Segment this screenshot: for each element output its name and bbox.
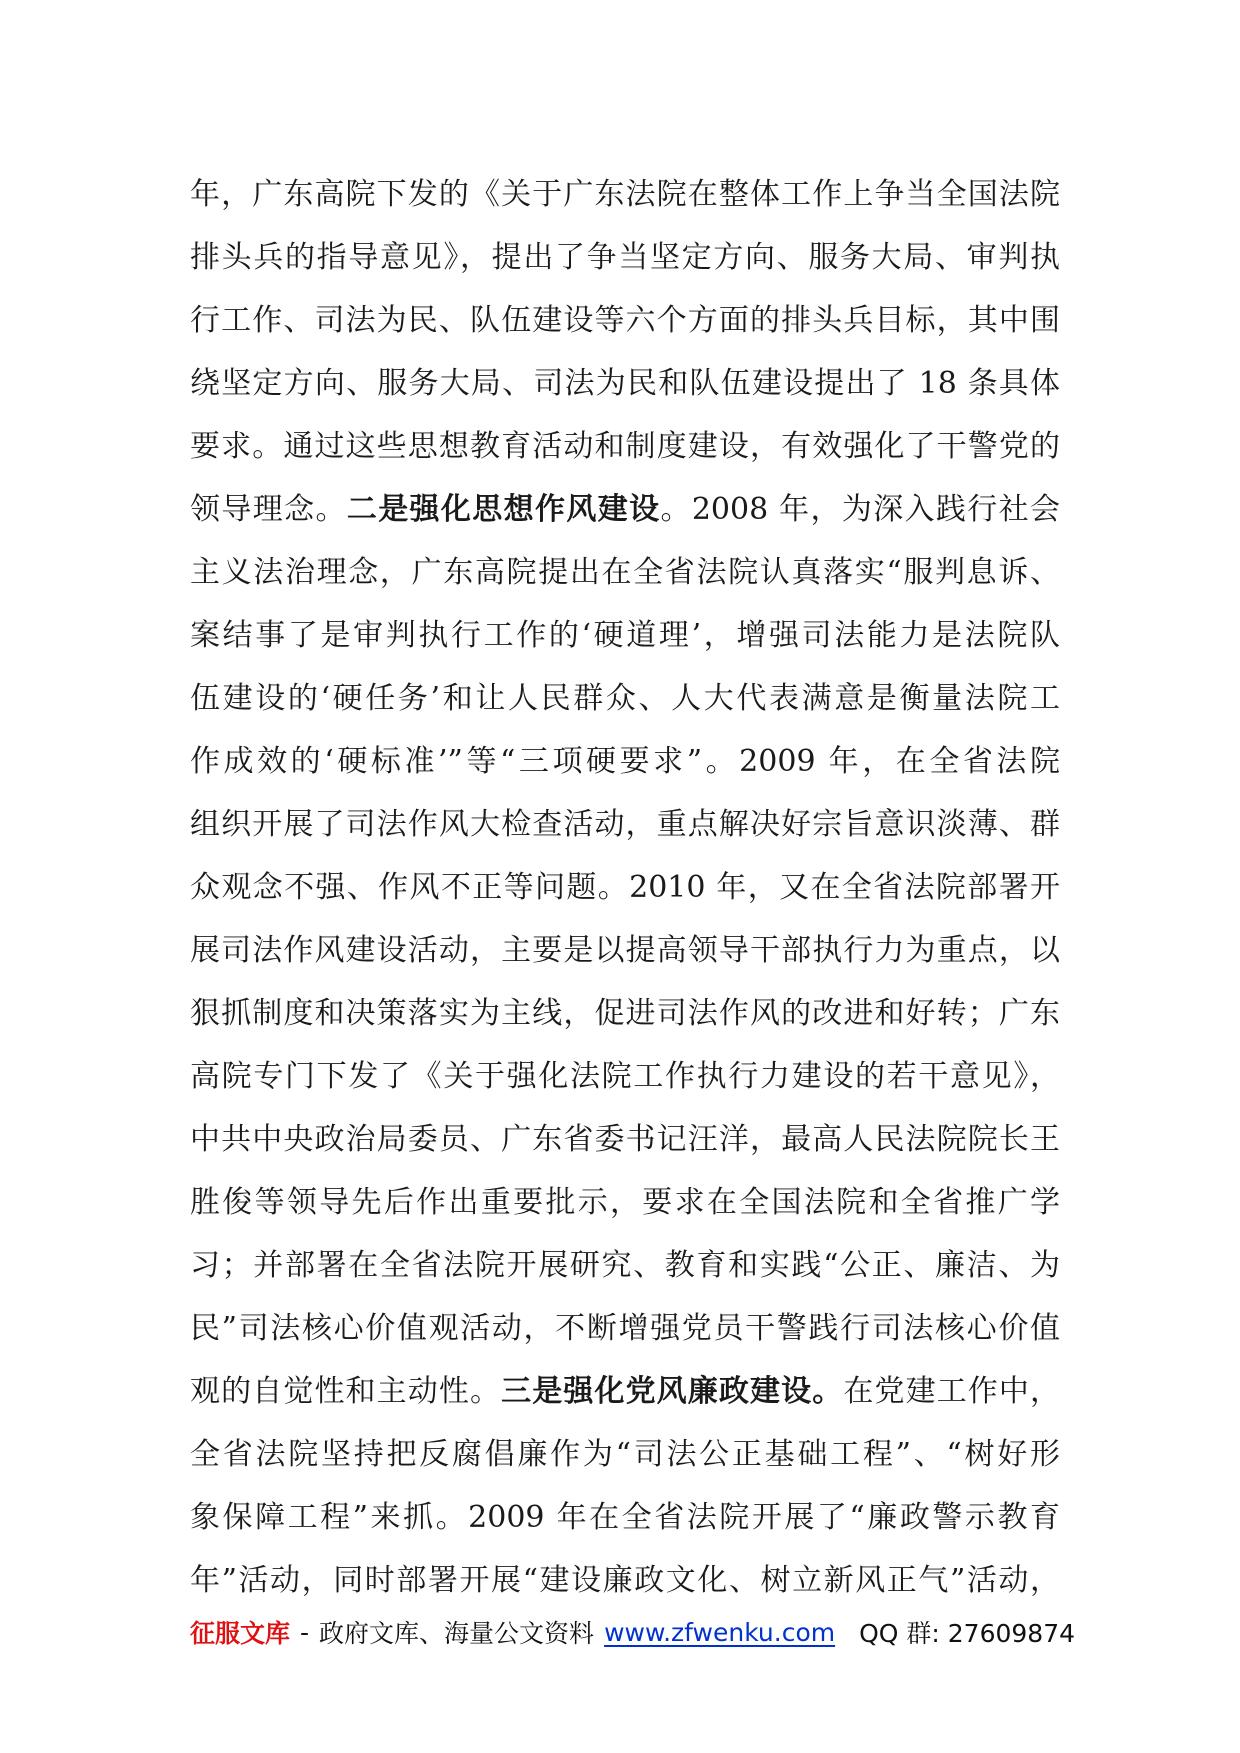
text-line: 作成效的‘硬标准’”等“三项硬要求”。2009 年，在全省法院 bbox=[190, 744, 1060, 779]
footer-description: 政府文库、海量公文资料 bbox=[319, 1619, 595, 1648]
text-line: 胜俊等领导先后作出重要批示，要求在全国法院和全省推广学 bbox=[190, 1185, 1060, 1220]
text-line: 狠抓制度和决策落实为主线，促进司法作风的改进和好转；广东 bbox=[190, 996, 1060, 1031]
text-line: 主义法治理念，广东高院提出在全省法院认真落实“服判息诉、 bbox=[190, 555, 1060, 590]
text-line: 绕坚定方向、服务大局、司法为民和队伍建设提出了 18 条具体 bbox=[190, 366, 1060, 401]
footer-qq-group: QQ 群: 27609874 bbox=[859, 1619, 1076, 1648]
text-line: 习；并部署在全省法院开展研究、教育和实践“公正、廉洁、为 bbox=[190, 1248, 1060, 1283]
footer-separator: - bbox=[300, 1617, 310, 1647]
footer-brand: 征服文库 bbox=[190, 1619, 291, 1648]
text-line: 民”司法核心价值观活动，不断增强党员干警践行司法核心价值 bbox=[190, 1311, 1060, 1346]
footer-website-link[interactable]: www.zfwenku.com bbox=[604, 1617, 836, 1647]
text-line: 象保障工程”来抓。2009 年在全省法院开展了“廉政警示教育 bbox=[190, 1500, 1060, 1535]
text-line: 众观念不强、作风不正等问题。2010 年，又在全省法院部署开 bbox=[190, 870, 1060, 905]
text-line: 要求。通过这些思想教育活动和制度建设，有效强化了干警党的 bbox=[190, 429, 1060, 464]
text-line bbox=[190, 1360, 1060, 1423]
text-line: 案结事了是审判执行工作的‘硬道理’，增强司法能力是法院队 bbox=[190, 618, 1060, 653]
text-line: 全省法院坚持把反腐倡廉作为“司法公正基础工程”、“树好形 bbox=[190, 1437, 1060, 1472]
text-line: 中共中央政治局委员、广东省委书记汪洋，最高人民法院院长王 bbox=[190, 1122, 1060, 1157]
text-line: 伍建设的‘硬任务’和让人民群众、人大代表满意是衡量法院工 bbox=[190, 681, 1060, 716]
page-footer bbox=[190, 1610, 1076, 1654]
text-run: 。2008 年，为深入践行社会 bbox=[660, 492, 1060, 527]
text-line bbox=[190, 478, 1060, 541]
text-run: 在党建工作中， bbox=[843, 1374, 1060, 1409]
text-line: 组织开展了司法作风大检查活动，重点解决好宗旨意识淡薄、群 bbox=[190, 807, 1060, 842]
bold-heading: 三是强化党风廉政建设。 bbox=[501, 1374, 844, 1409]
text-run: 观的自觉性和主动性。 bbox=[190, 1374, 502, 1409]
text-line: 行工作、司法为民、队伍建设等六个方面的排头兵目标，其中围 bbox=[190, 303, 1060, 338]
text-run: 领导理念。 bbox=[190, 492, 347, 527]
text-line: 排头兵的指导意见》，提出了争当坚定方向、服务大局、审判执 bbox=[190, 240, 1060, 275]
text-line: 展司法作风建设活动，主要是以提高领导干部执行力为重点，以 bbox=[190, 933, 1060, 968]
body-text bbox=[190, 163, 1060, 1612]
text-line: 年，广东高院下发的《关于广东法院在整体工作上争当全国法院 bbox=[190, 177, 1060, 212]
text-line: 高院专门下发了《关于强化法院工作执行力建设的若干意见》， bbox=[190, 1059, 1060, 1094]
text-line: 年”活动，同时部署开展“建设廉政文化、树立新风正气”活动， bbox=[190, 1563, 1060, 1598]
bold-heading: 二是强化思想作风建设 bbox=[346, 492, 661, 527]
